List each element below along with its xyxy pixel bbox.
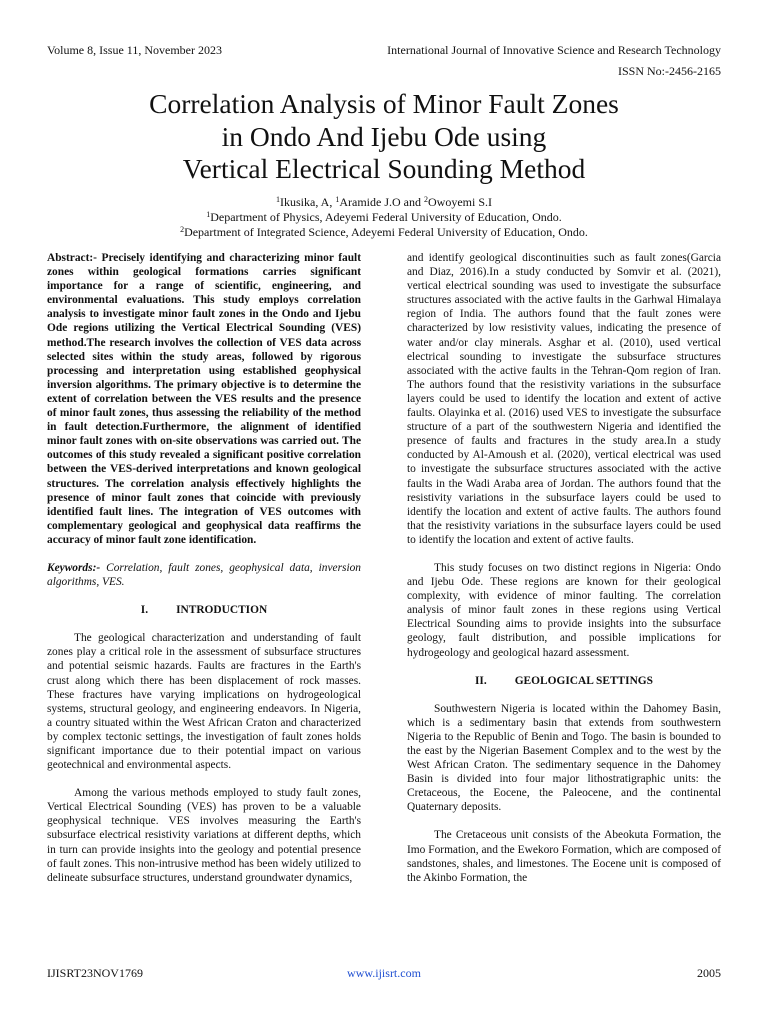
author-sup: 1 xyxy=(335,195,340,204)
title-line-1: Correlation Analysis of Minor Fault Zones xyxy=(149,88,619,119)
title-line-2: in Ondo And Ijebu Ode using xyxy=(221,120,547,152)
journal-url-link[interactable]: www.ijisrt.com xyxy=(347,966,421,980)
title-line-3: Vertical Electrical Sounding Method xyxy=(182,153,586,184)
author-sup: 2 xyxy=(424,195,428,204)
intro-paragraph-2: Among the various methods employed to study fault zones, Vertical Electrical Sounding (VES) has proven to be a valuable geophysical technique. VES involves measuring the Earth's subsurface electrical resistivity variations at different depths, which in turn can provide insights into the geology and potential presence of fault zones. This non-intrusive method has been widely utilized to delineate subsurface structures, understand groundwater dynamics, xyxy=(47,787,361,884)
intro-paragraph-3: This study focuses on two distinct regions in Nigeria: Ondo and Ijebu Ode. These regions are known for their geological complexity, with evidence of minor faulting. The correlation analysis of minor fault zones in these regions using Vertical Electrical Sounding aims to provide insights into the subsurface geology, fault distribution, and possible implications for hydrogeology and geological hazard assessment. xyxy=(407,561,721,659)
issn: ISSN No:-2456-2165 xyxy=(617,64,721,78)
author-sup: 1 xyxy=(276,195,280,204)
affiliation-2 xyxy=(47,225,721,240)
section-title: INTRODUCTION xyxy=(176,604,268,617)
author-name: Aramide J.O and xyxy=(339,195,424,209)
keywords-text: Correlation, fault zones, geophysical data, inversion algorithms, VES. xyxy=(47,561,361,589)
left-column xyxy=(47,251,361,885)
affiliation-text: Department of Physics, Adeyemi Federal University of Education, Ondo. xyxy=(210,210,562,224)
section-number: II. xyxy=(474,674,487,687)
keywords xyxy=(47,561,361,589)
author-name: Owoyemi S.I xyxy=(428,195,492,209)
section-heading-introduction xyxy=(47,603,361,617)
keywords-label: Keywords:- xyxy=(47,561,101,574)
affiliation-1 xyxy=(47,210,721,225)
author-names xyxy=(47,195,721,210)
affiliation-text: Department of Integrated Science, Adeyemi Federal University of Education, Ondo. xyxy=(184,225,588,239)
abstract: Abstract:- Precisely identifying and characterizing minor fault zones within geological formations carries significant importance for a range of scientific, engineering, and environmental evaluations. This study employs correlation analysis to investigate minor fault zones in the Ondo and Ijebu Ode regions utilizing the Vertical Electrical Sounding (VES) method.The research involves the collection of VES data across selected sites within the study areas, followed by rigorous processing and interpretation using established geophysical inversion algorithms. The primary objective is to determine the extent of correlation between the VES results and the presence of minor fault zones, thus assessing the reliability of the method in fault detection.Furthermore, the alignment of identified minor fault zones with on-site observations was carried out. The outcomes of this study revealed a significant positive correlation between the VES-derived interpretations and known geological structures. The correlation analysis effectively highlights the presence of minor fault zones that coincide with previously identified fault lines. The integration of VES outcomes with complementary geological and geophysical data reaffirms the accuracy of minor fault zone identification. xyxy=(47,252,361,546)
section-heading-geological-settings xyxy=(407,674,721,688)
journal-name: International Journal of Innovative Science and Research Technology xyxy=(387,43,721,57)
intro-paragraph-continued: and identify geological discontinuities such as fault zones(Garcia and Diaz, 2016).In a study conducted by Somvir et al. (2021), vertical electrical sounding was used to investigate the subsurface structures associated with the active faults in the Garhwal Himalaya region of India. The authors found that the fault zones were characterized by low resistivity values, indicating the presence of water and/or clay minerals. Asghar et al. (2010), used vertical electrical sounding to investigate the subsurface structures associated with the active faults in the Tehran-Qom region of Iran. The authors found that the resistivity variations in the subsurface layers could be used to identify the location and extent of active faults. Olayinka et al. (2016) used VES to investigate the subsurface structure of a part of the southwestern Nigeria and identified the presence of faults and fractures in the study area.In a study conducted by Al-Amoush et al. (2020), vertical electrical was used to investigate the subsurface structures associated with the active faults in the Wadi Araba area of Jordan. The authors found that the resistivity variations in the subsurface layers could be used to identify the location and extent of active faults. The authors found that the resistivity variations in the subsurface layers could be used to identify the location and extent of active faults. xyxy=(407,252,721,546)
section-title: GEOLOGICAL SETTINGS xyxy=(514,674,654,687)
page-number: 2005 xyxy=(697,966,721,980)
section-number: I. xyxy=(140,604,149,617)
affiliation-sup: 1 xyxy=(206,210,211,219)
affiliation-sup: 2 xyxy=(180,225,185,234)
paper-title xyxy=(47,88,721,186)
author-name: Ikusika, A, xyxy=(280,195,336,209)
geology-paragraph-1: Southwestern Nigeria is located within the Dahomey Basin, which is a sedimentary basin that extends from southwestern Nigeria to the Republic of Benin and Togo. The basin is bounded to the east by the Nigerian Basement Complex and to the west by the West African Craton. The sedimentary sequence in the Dahomey Basin is divided into four major lithostratigraphic units: the Cretaceous, the Eocene, the Paleocene, and the continental Quaternary deposits. xyxy=(407,702,721,814)
article-id: IJISRT23NOV1769 xyxy=(47,966,143,980)
right-column xyxy=(407,251,721,885)
volume-info: Volume 8, Issue 11, November 2023 xyxy=(47,43,222,57)
geology-paragraph-2: The Cretaceous unit consists of the Abeokuta Formation, the Imo Formation, and the Ewekoro Formation, which are composed of sandstones, shales, and limestones. The Eocene unit is composed of the Akinbo Formation, the xyxy=(407,829,721,884)
author-block xyxy=(47,195,721,240)
intro-paragraph-1: The geological characterization and understanding of fault zones play a critical role in the assessment of subsurface structures and potential seismic hazards. Faults are fractures in the Earth's crust along which there has been displacement of rock masses. These fractures have varying implications on hydrogeological systems, structural geology, and engineering endeavors. In Nigeria, a country situated within the West African Craton and characterized by complex tectonic settings, the investigation of fault zones holds significant importance due to their potential impact on various geotechnical and environmental aspects. xyxy=(47,632,361,772)
